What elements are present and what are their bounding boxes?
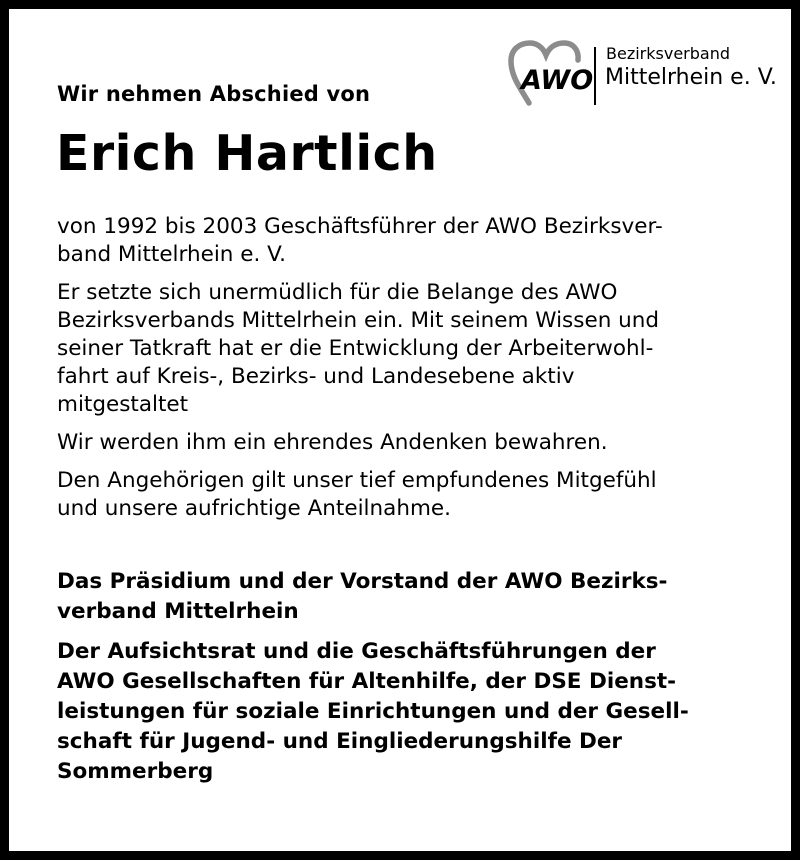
obituary-body: [57, 213, 757, 533]
signatory-line: verband Mittelrhein: [57, 599, 299, 624]
body-line: band Mittelrhein e. V.: [57, 242, 286, 267]
signatory-line: Der Aufsichtsrat und die Geschäftsführungen der: [57, 639, 656, 664]
signatory-line: AWO Gesellschaften für Altenhilfe, der DSE Dienst-: [57, 669, 677, 694]
logo-divider: [594, 47, 596, 105]
logo-org-line2: Mittelrhein e. V.: [605, 65, 777, 90]
signatory-line: Das Präsidium und der Vorstand der AWO Bezirks-: [57, 569, 668, 594]
signatory-line: Sommerberg: [57, 759, 214, 784]
body-line: seiner Tatkraft hat er die Entwicklung der Arbeiterwohl-: [57, 336, 654, 361]
body-line: von 1992 bis 2003 Geschäftsführer der AWO Bezirksver-: [57, 214, 663, 239]
signatory-line: leistungen für soziale Einrichtungen und der Gesell-: [57, 699, 689, 724]
body-paragraph: [57, 279, 757, 419]
body-line: Bezirksverbands Mittelrhein ein. Mit seinem Wissen und: [57, 308, 660, 333]
body-paragraph: [57, 467, 757, 523]
signatory-group: [57, 567, 757, 627]
deceased-name: Erich Hartlich: [56, 125, 438, 182]
body-line: Den Angehörigen gilt unser tief empfundenes Mitgefühl: [57, 468, 657, 493]
body-line: Wir werden ihm ein ehrendes Andenken bewahren.: [57, 430, 608, 455]
body-line: Er setzte sich unermüdlich für die Belange des AWO: [57, 280, 618, 305]
body-line: und unsere aufrichtige Anteilnahme.: [57, 496, 451, 521]
body-paragraph: [57, 213, 757, 269]
awo-mark-text: AWO: [521, 65, 594, 96]
awo-heart-logo-icon: [505, 37, 594, 107]
awo-logo: [505, 37, 775, 109]
signatory-line: schaft für Jugend- und Eingliederungshilfe Der: [57, 729, 623, 754]
intro-line: Wir nehmen Abschied von: [57, 82, 371, 106]
body-paragraph: [57, 429, 757, 457]
logo-org-line1: Bezirksverband: [606, 44, 730, 63]
body-line: mitgestaltet: [57, 392, 189, 417]
signatories: [57, 567, 757, 797]
body-line: fahrt auf Kreis-, Bezirks- und Landesebene aktiv: [57, 364, 575, 389]
signatory-group: [57, 637, 757, 787]
